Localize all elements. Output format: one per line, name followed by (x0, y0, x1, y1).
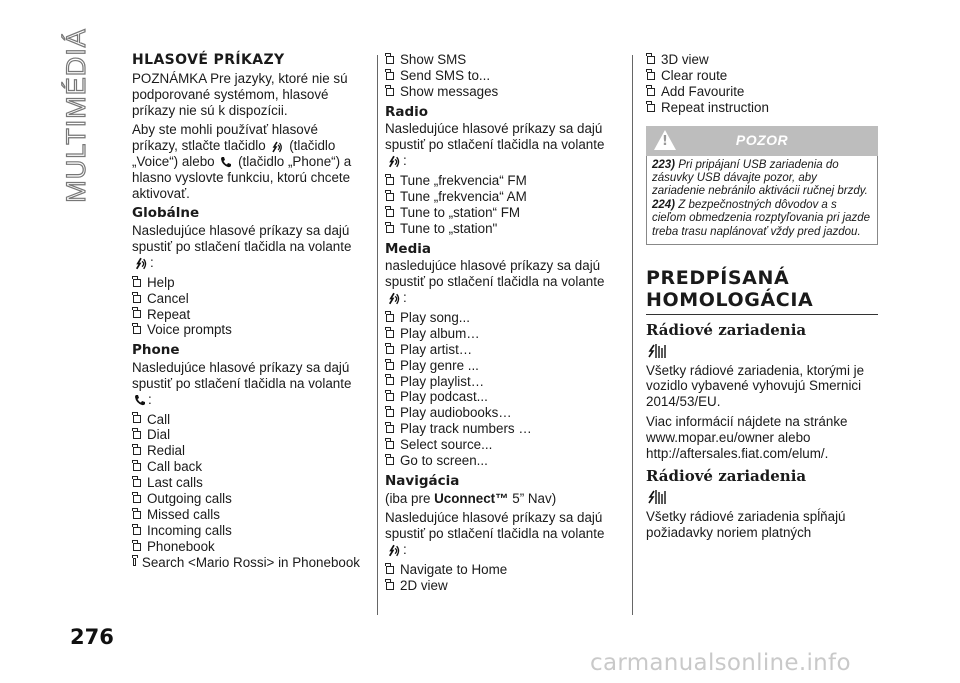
command-bullet-icon (386, 441, 394, 449)
radio-text: Všetky rádiové zariadenia, ktorými je vozidlo vybavené vyhovujú Smernici 2014/53/EU. (646, 362, 865, 410)
command-label: Send SMS to... (400, 67, 491, 83)
homologation-heading: PREDPÍSANÁ HOMOLOGÁCIA (646, 267, 878, 315)
command-label: Play genre ... (400, 357, 479, 373)
phone-icon (220, 156, 232, 168)
command-bullet-icon (133, 279, 141, 287)
nav-intro: Nasledujúce hlasové príkazy sa dajú spustiť po stlačení tlačidla na volante : (385, 510, 605, 558)
phone-command-list (132, 411, 360, 570)
command-label: Dial (147, 427, 171, 443)
global-command-list (132, 275, 360, 339)
command-bullet-icon (386, 409, 394, 417)
command-item (385, 68, 613, 84)
voice-icon (271, 140, 283, 154)
command-label: Play album… (400, 325, 480, 341)
radio-intro: Nasledujúce hlasové príkazy sa dajú spustiť po stlačení tlačidla na volante : (385, 121, 605, 169)
command-item (385, 453, 613, 469)
warning-item: 223) Pri pripájaní USB zariadenia do zásuvky USB dávajte pozor, aby zariadenie nebránilo aktivácii ručnej brzdy. (652, 158, 868, 197)
command-bullet-icon (386, 193, 394, 201)
command-bullet-icon (386, 314, 394, 322)
column-3 (646, 52, 878, 545)
command-item (385, 578, 613, 594)
command-bullet-icon (133, 415, 141, 423)
command-bullet-icon (133, 310, 141, 318)
subheading-global: Globálne (132, 205, 200, 222)
command-item (132, 539, 360, 555)
command-item (385, 52, 613, 68)
command-label: Outgoing calls (147, 490, 232, 506)
page-number: 276 (70, 625, 114, 649)
command-item (385, 84, 613, 100)
command-item (385, 437, 613, 453)
command-label: Search <Mario Rossi> in Phonebook (141, 554, 360, 570)
command-label: Clear route (661, 67, 728, 83)
command-bullet-icon (386, 566, 394, 574)
column-1 (132, 52, 360, 572)
command-item (385, 405, 613, 421)
command-item (132, 427, 360, 443)
phone-icon (134, 394, 146, 406)
command-item (385, 421, 613, 437)
watermark: carmanualsonline.info (590, 650, 851, 676)
command-label: Last calls (147, 475, 203, 491)
command-label: Play podcast... (400, 389, 488, 405)
command-label: Tune „frekvencia“ FM (400, 173, 527, 189)
command-label: Play playlist… (400, 373, 485, 389)
nav-command-list (385, 562, 613, 594)
global-intro: Nasledujúce hlasové príkazy sa dajú spustiť po stlačení tlačidla na volante : (132, 223, 352, 270)
command-bullet-icon (647, 72, 655, 80)
command-label: Go to screen... (400, 452, 488, 468)
warning-header: ! POZOR (646, 126, 878, 156)
media-command-list (385, 310, 613, 469)
command-label: Missed calls (147, 506, 220, 522)
command-item (132, 475, 360, 491)
command-item (132, 411, 360, 427)
command-label: Tune to „station" (400, 220, 498, 236)
command-item (132, 275, 360, 291)
command-bullet-icon (133, 295, 141, 303)
command-bullet-icon (133, 527, 141, 535)
command-item (132, 523, 360, 539)
command-item (385, 173, 613, 189)
column-divider (377, 55, 378, 615)
intro-text: Aby ste mohli používať hlasové príkazy, stlačte tlačidlo (tlačidlo „Voice“) alebo (tlačidlo „Phone“) a hlasno vyslovte funkciu, ktorú chcete aktivovať. (132, 122, 352, 201)
subheading-navigation: Navigácia (385, 472, 460, 489)
command-label: Call back (147, 459, 203, 475)
command-item (646, 100, 878, 116)
command-item (385, 221, 613, 237)
command-bullet-icon (133, 479, 141, 487)
command-bullet-icon (386, 225, 394, 233)
radio-text: Všetky rádiové zariadenia spĺňajú požiadavky noriem platných (646, 509, 846, 540)
voice-icon (387, 291, 401, 306)
media-intro: nasledujúce hlasové príkazy sa dajú spustiť po stlačení tlačidla na volante : (385, 258, 605, 305)
command-item (132, 307, 360, 323)
command-item (646, 52, 878, 68)
nav-command-list-cont (646, 52, 878, 116)
command-item (646, 84, 878, 100)
command-bullet-icon (386, 425, 394, 433)
command-item (132, 291, 360, 307)
section-heading: HLASOVÉ PRÍKAZY (132, 52, 285, 68)
command-label: Repeat instruction (661, 99, 769, 115)
command-label: Play audiobooks… (400, 405, 512, 421)
command-bullet-icon (386, 177, 394, 185)
command-bullet-icon (133, 326, 141, 334)
command-item (385, 310, 613, 326)
radio-equipment-heading: Rádiové zariadenia (646, 320, 807, 339)
command-item (385, 358, 613, 374)
command-item (132, 507, 360, 523)
column-2 (385, 52, 613, 596)
command-label: Show SMS (400, 52, 467, 68)
command-label: Redial (147, 443, 185, 459)
command-bullet-icon (647, 56, 655, 64)
command-label: Navigate to Home (400, 562, 508, 578)
command-bullet-icon (133, 543, 141, 551)
command-bullet-icon (133, 447, 141, 455)
command-item (385, 373, 613, 389)
command-label: Tune „frekvencia“ AM (400, 188, 527, 204)
subheading-phone: Phone (132, 342, 180, 359)
command-bullet-icon (386, 346, 394, 354)
command-item (132, 491, 360, 507)
column-divider (632, 55, 633, 615)
command-label: Show messages (400, 83, 499, 99)
command-label: Incoming calls (147, 522, 232, 538)
command-bullet-icon (133, 558, 136, 566)
command-label: Call (147, 411, 171, 427)
command-bullet-icon (647, 88, 655, 96)
command-item (132, 459, 360, 475)
command-bullet-icon (647, 104, 655, 112)
command-bullet-icon (386, 88, 394, 96)
command-bullet-icon (386, 377, 394, 385)
section-side-title: MULTIMÉDIÁ (60, 27, 91, 203)
command-label: Repeat (147, 306, 191, 322)
subheading-media: Media (385, 240, 431, 257)
voice-mark-icon (646, 342, 674, 360)
command-label: Help (147, 274, 175, 290)
command-bullet-icon (386, 209, 394, 217)
command-label: Play track numbers … (400, 421, 532, 437)
command-label: 2D view (400, 577, 448, 593)
phone-intro: Nasledujúce hlasové príkazy sa dajú spustiť po stlačení tlačidla na volante : (132, 360, 352, 407)
command-item (385, 189, 613, 205)
radio-command-list (385, 173, 613, 237)
command-item (646, 68, 878, 84)
command-label: Play artist… (400, 341, 473, 357)
warning-item: 224) Z bezpečnostných dôvodov a s cieľom obmedzenia rozptyľovania pri jazde treba trasu naplánovať vždy pred jazdou. (652, 199, 871, 238)
command-item (132, 443, 360, 459)
command-label: Tune to „station“ FM (400, 204, 521, 220)
command-item (132, 554, 360, 570)
command-bullet-icon (386, 393, 394, 401)
voice-mark-icon (646, 488, 674, 506)
command-label: Add Favourite (661, 83, 745, 99)
command-item (385, 389, 613, 405)
command-label: Phonebook (147, 538, 215, 554)
subheading-radio: Radio (385, 103, 429, 120)
warning-box (646, 156, 878, 245)
command-label: Play song... (400, 309, 470, 325)
command-label: Cancel (147, 290, 189, 306)
command-bullet-icon (133, 511, 141, 519)
sms-command-list (385, 52, 613, 100)
voice-icon (134, 256, 148, 271)
command-item (385, 562, 613, 578)
command-item (385, 342, 613, 358)
nav-availability: (iba pre Uconnect™ 5” Nav) (385, 490, 557, 506)
command-bullet-icon (386, 330, 394, 338)
command-bullet-icon (386, 582, 394, 590)
radio-text: Viac informácií nájdete na stránke www.mopar.eu/owner alebo http://aftersales.fiat.com/elum/. (646, 413, 848, 461)
command-bullet-icon (133, 463, 141, 471)
command-bullet-icon (133, 495, 141, 503)
command-item (385, 326, 613, 342)
command-label: Select source... (400, 437, 493, 453)
command-bullet-icon (386, 362, 394, 370)
warning-icon (654, 130, 676, 150)
command-item (132, 322, 360, 338)
command-item (385, 205, 613, 221)
radio-equipment-heading: Rádiové zariadenia (646, 467, 807, 486)
command-label: 3D view (661, 52, 709, 68)
command-bullet-icon (386, 56, 394, 64)
command-bullet-icon (386, 72, 394, 80)
voice-icon (387, 154, 401, 169)
command-label: Voice prompts (147, 322, 232, 338)
note-text: POZNÁMKA Pre jazyky, ktoré nie sú podporované systémom, hlasové príkazy nie sú k dispozícii. (132, 71, 348, 118)
command-bullet-icon (386, 457, 394, 465)
command-bullet-icon (133, 431, 141, 439)
voice-icon (387, 543, 401, 558)
